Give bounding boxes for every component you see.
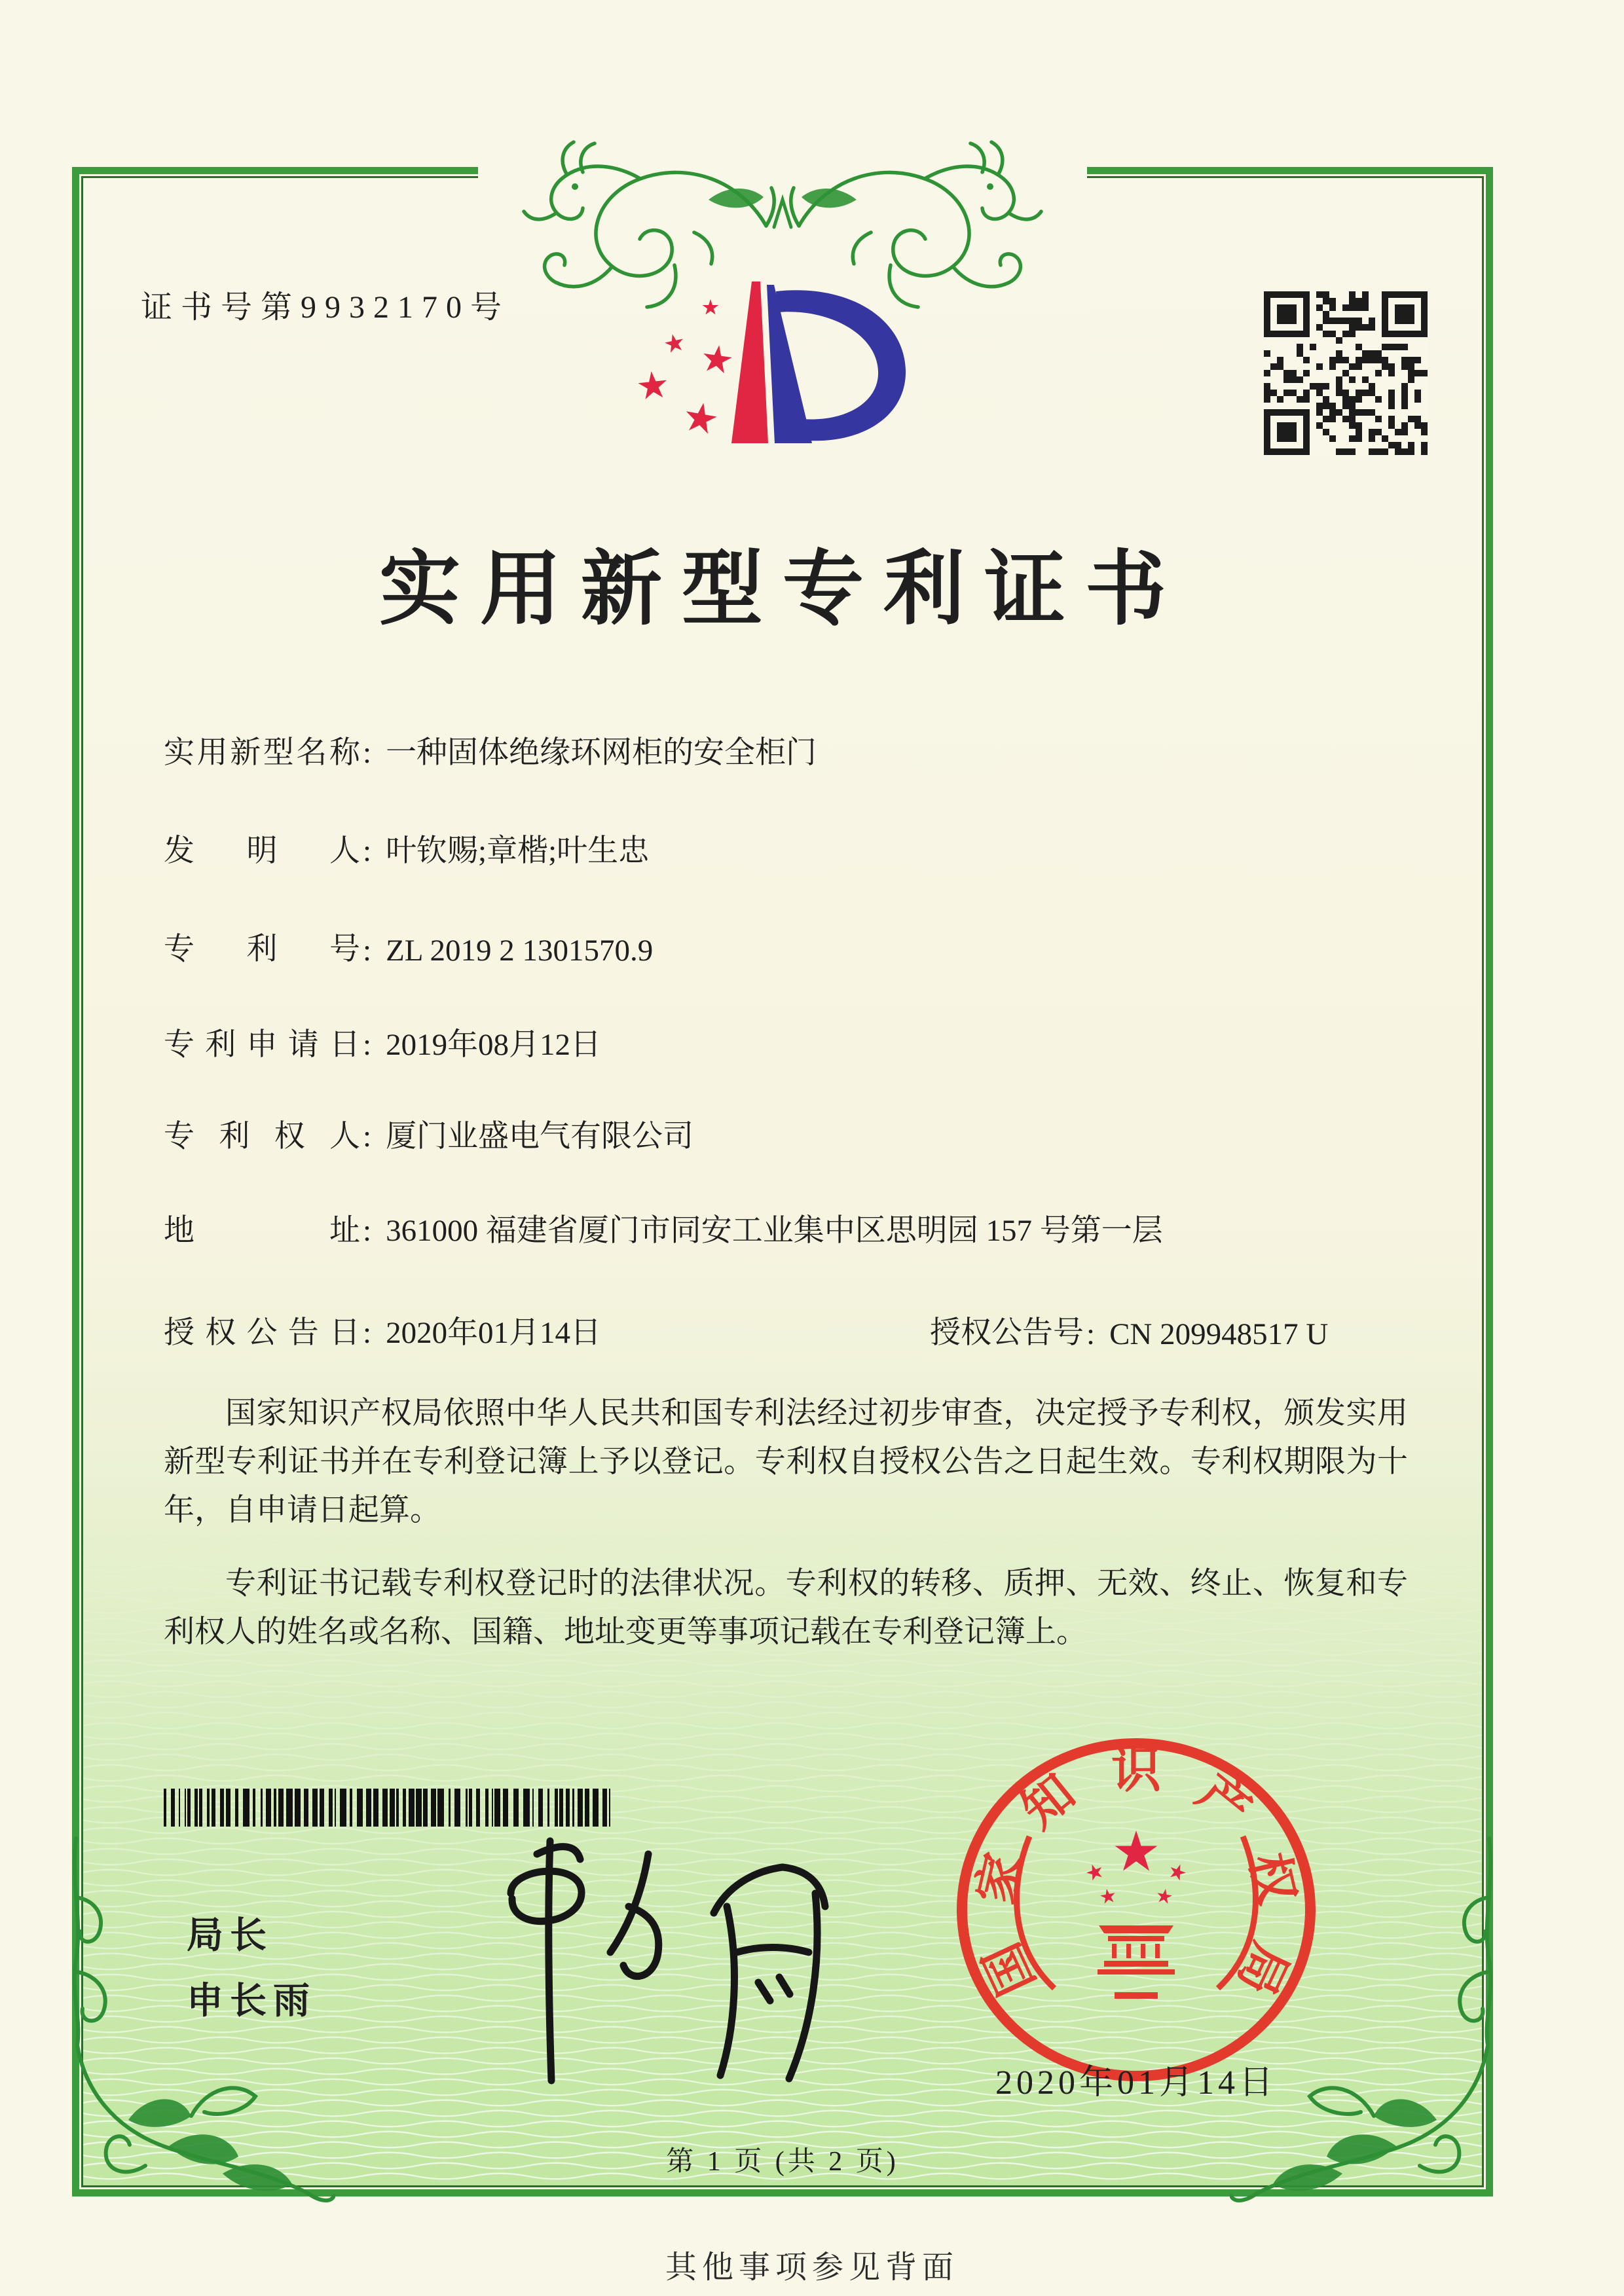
field-label: 地址: [164, 1214, 360, 1248]
field-row-utility-model-name: [164, 728, 817, 772]
field-colon: :: [1086, 1317, 1096, 1351]
qr-code: [1264, 291, 1428, 455]
field-value: 叶钦赐;章楷;叶生忠: [386, 834, 650, 868]
field-label: 专利申请日: [164, 1028, 360, 1062]
legal-text-paragraphs: [164, 1389, 1408, 1656]
field-row-patent-number: [164, 924, 653, 968]
field-value: CN 209948517 U: [1109, 1317, 1329, 1351]
svg-text:产: 产: [1187, 1764, 1261, 1839]
field-colon: :: [363, 934, 372, 968]
seal-date: 2020年01月14日: [995, 2064, 1277, 2102]
field-colon: :: [363, 1214, 372, 1248]
svg-text:识: 识: [1111, 1743, 1161, 1798]
back-note: 其他事项参见背面: [665, 2250, 959, 2285]
legal-paragraph-1: 国家知识产权局依照中华人民共和国专利法经过初步审查，决定授予专利权，颁发实用新型专利证书并在专利登记簿上予以登记。专利权自授权公告之日起生效。专利权期限为十年，自申请日起算。: [164, 1396, 1408, 1527]
field-label: 授权公告日: [164, 1316, 360, 1350]
legal-paragraph-2: 专利证书记载专利权登记时的法律状况。专利权的转移、质押、无效、终止、恢复和专利权人的姓名或名称、国籍、地址变更等事项记载在专利登记簿上。: [164, 1567, 1408, 1649]
field-colon: :: [363, 736, 372, 770]
svg-text:家: 家: [968, 1848, 1033, 1909]
certificate-title: 实用新型专利证书: [378, 545, 1186, 634]
field-colon: :: [363, 1028, 372, 1062]
cnipa-logo-icon: [612, 272, 953, 468]
field-label: 发明人: [164, 834, 360, 868]
field-label: 专利权人: [164, 1120, 360, 1154]
page-number: 第 1 页 (共 2 页): [666, 2147, 899, 2177]
field-value: 一种固体绝缘环网柜的安全柜门: [386, 736, 817, 770]
cnipa-round-seal: [943, 1732, 1329, 2092]
field-row-grant-publication: [164, 1308, 1329, 1352]
commissioner-name: 申长雨: [187, 1980, 316, 2021]
field-value: 2020年01月14日: [386, 1316, 602, 1350]
field-colon: :: [363, 1120, 372, 1154]
field-row-patentee: [164, 1112, 693, 1156]
field-row-inventors: [164, 826, 649, 870]
field-value: 2019年08月12日: [386, 1028, 602, 1062]
field-row-address: [164, 1206, 1163, 1250]
svg-text:局: 局: [1227, 1935, 1298, 2003]
field-label: 专利号: [164, 932, 360, 966]
field-value: ZL 2019 2 1301570.9: [386, 934, 654, 968]
national-emblem: [1017, 1831, 1256, 1999]
field-colon: :: [363, 1316, 372, 1350]
field-label: 实用新型名称: [164, 736, 360, 770]
svg-text:权: 权: [1239, 1848, 1304, 1909]
svg-text:国: 国: [974, 1935, 1046, 2003]
svg-text:知: 知: [1012, 1764, 1086, 1839]
field-row-filing-date: [164, 1020, 601, 1064]
field-value: 361000 福建省厦门市同安工业集中区思明园 157 号第一层: [386, 1214, 1163, 1248]
field-colon: :: [363, 834, 372, 868]
field-value: 厦门业盛电气有限公司: [386, 1120, 694, 1154]
field-pair-grant-number: [930, 1308, 1328, 1352]
field-label: 授权公告号: [930, 1316, 1084, 1350]
certificate-number: 证书号第9932170号: [141, 290, 511, 325]
commissioner-title: 局长: [187, 1914, 273, 1956]
shen-changyu-signature: [413, 1813, 858, 2088]
